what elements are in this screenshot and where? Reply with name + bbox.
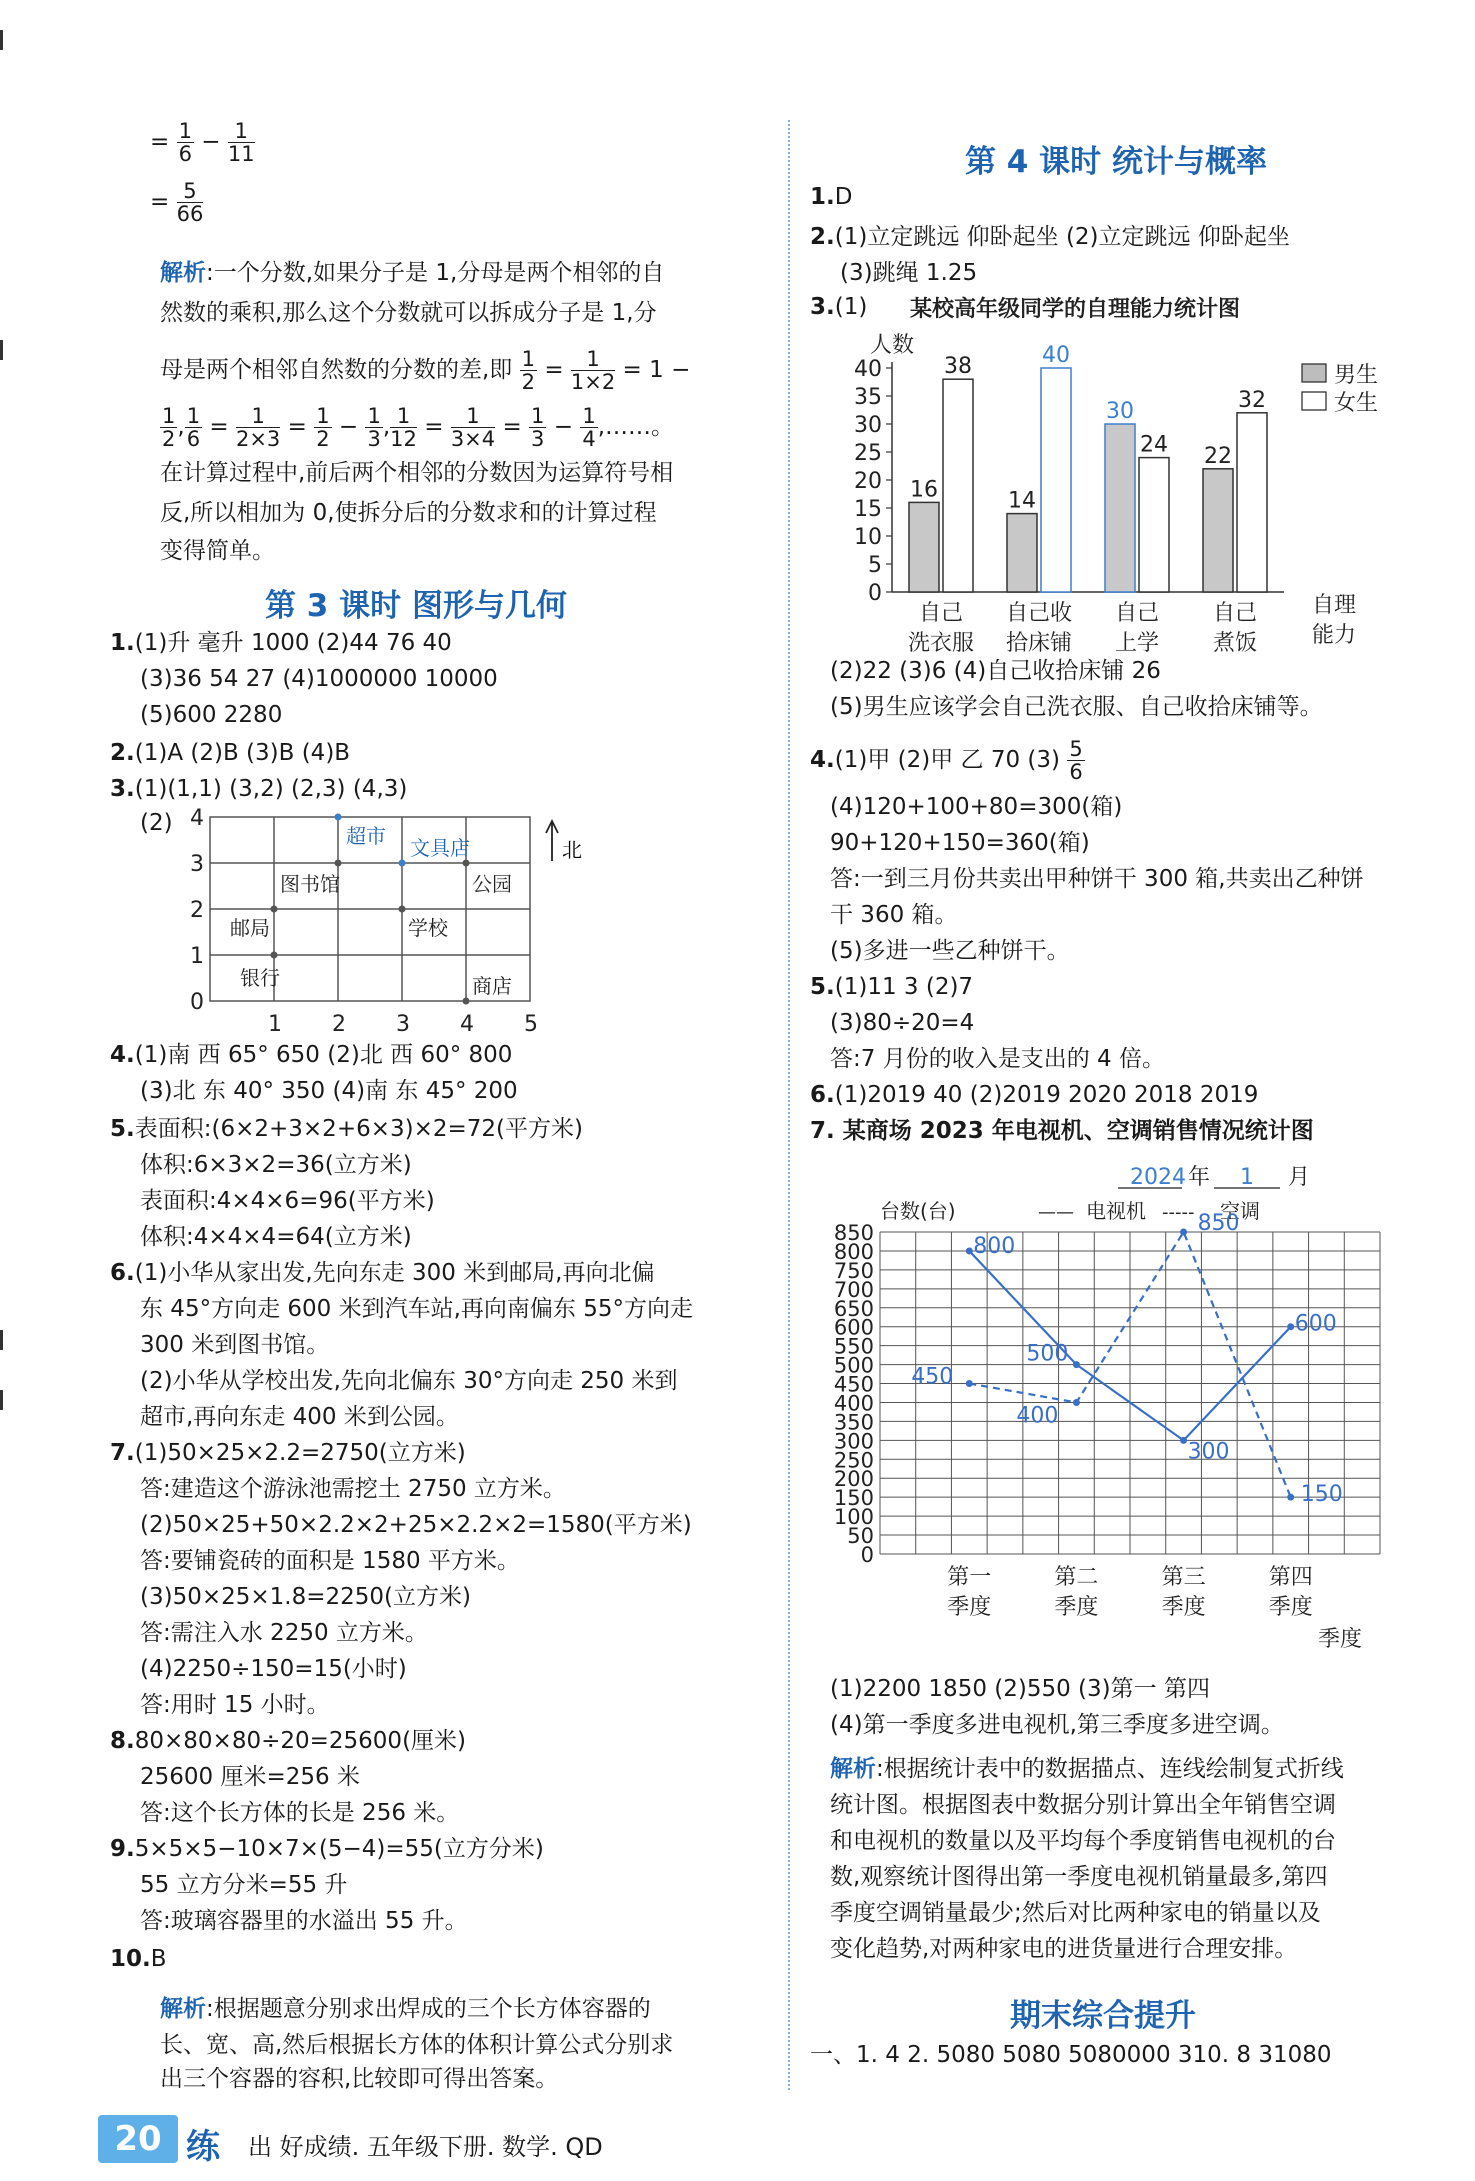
bar-boys bbox=[1007, 514, 1037, 592]
line-chart-month: 1 bbox=[1240, 1165, 1254, 1190]
bar-data-label: 14 bbox=[1008, 488, 1036, 514]
r-analysis-line-2: 统计图。根据图表中数据分别计算出全年销售空调 bbox=[830, 1792, 1336, 1818]
bar-category-label: 自己 bbox=[918, 601, 964, 626]
q3-part2-label: (2) bbox=[140, 810, 173, 836]
margin-mark bbox=[0, 1390, 3, 1410]
q9-line-2: 55 立方分米=55 升 bbox=[140, 1872, 348, 1898]
line-chart-year-suffix: 年 bbox=[1188, 1165, 1211, 1190]
line-data-label: 450 bbox=[911, 1364, 954, 1390]
line-chart-y-tick: 0 bbox=[860, 1543, 874, 1567]
bar-category-label: 洗衣服 bbox=[907, 631, 975, 656]
line-chart-y-tick: 800 bbox=[833, 1239, 874, 1264]
grid-y-tick: 4 bbox=[190, 806, 204, 831]
line-chart-y-tick: 700 bbox=[833, 1277, 874, 1302]
bar-chart-y-tick: 10 bbox=[854, 525, 882, 550]
bar-chart-y-tick: 0 bbox=[868, 581, 882, 606]
r-q4-line-1: 4.(1)甲 (2)甲 乙 70 (3) $\frac{5}{6}$ bbox=[810, 737, 1083, 785]
grid-label-bank: 银行 bbox=[240, 966, 280, 990]
r-q5-line-1: 5.(1)11 3 (2)7 bbox=[810, 974, 974, 1000]
line-chart-y-tick: 500 bbox=[833, 1353, 874, 1378]
grid-x-tick: 3 bbox=[396, 1012, 410, 1037]
line-point bbox=[1073, 1361, 1080, 1368]
bar-data-label: 22 bbox=[1204, 443, 1232, 469]
r-q7-after-2: (4)第一季度多进电视机,第三季度多进空调。 bbox=[830, 1712, 1284, 1738]
lesson4-title: 第 4 课时 统计与概率 bbox=[965, 144, 1267, 180]
bar-data-label: 38 bbox=[944, 354, 972, 380]
bar-category-label: 自己 bbox=[1212, 601, 1258, 626]
column-divider bbox=[788, 120, 790, 2090]
bar-girls bbox=[1139, 458, 1169, 592]
grid-x-tick: 2 bbox=[332, 1012, 346, 1037]
grid-x-tick: 1 bbox=[268, 1012, 282, 1037]
north-label: 北 bbox=[562, 838, 582, 862]
r-analysis-line-5: 季度空调销量最少;然后对比两种家电的销量以及 bbox=[830, 1900, 1321, 1926]
r-q7-title: 7. 某商场 2023 年电视机、空调销售情况统计图 bbox=[810, 1118, 1314, 1144]
line-category-label: 第三 bbox=[1161, 1565, 1206, 1590]
line-data-label: 600 bbox=[1294, 1311, 1337, 1337]
grid-label-park: 公园 bbox=[472, 872, 512, 896]
line-point bbox=[966, 1247, 973, 1254]
bar-chart-xlabel-line1: 自理 bbox=[1312, 593, 1357, 618]
page-number: 20 bbox=[98, 2115, 178, 2163]
r-q3-label: 3.(1) bbox=[810, 294, 868, 320]
r-analysis-line-6: 变化趋势,对两种家电的进货量进行合理安排。 bbox=[830, 1936, 1298, 1962]
line-point bbox=[1180, 1229, 1187, 1236]
r-analysis-line-3: 和电视机的数量以及平均每个季度销售电视机的台 bbox=[830, 1828, 1336, 1854]
footer-text: 出 好成绩. 五年级下册. 数学. QD bbox=[248, 2133, 603, 2161]
q4-line-1: 4.(1)南 西 65° 650 (2)北 西 60° 800 bbox=[110, 1042, 513, 1068]
bar-data-label: 24 bbox=[1140, 432, 1168, 458]
bar-chart-y-tick: 30 bbox=[854, 413, 882, 438]
line-data-label: 300 bbox=[1187, 1439, 1230, 1465]
equation-line-2: = $\frac{5}{66}$ bbox=[150, 179, 204, 227]
r-q1: 1.D bbox=[810, 184, 853, 210]
r-q6: 6.(1)2019 40 (2)2019 2020 2018 2019 bbox=[810, 1082, 1259, 1108]
legend-swatch-boys bbox=[1302, 364, 1326, 382]
q5-line-1: 5.表面积:(6×2+3×2+6×3)×2=72(平方米) bbox=[110, 1116, 583, 1142]
bar-category-label: 上学 bbox=[1114, 631, 1160, 656]
bar-chart-y-tick: 20 bbox=[854, 469, 882, 494]
q7-line-4: 答:要铺瓷砖的面积是 1580 平方米。 bbox=[140, 1548, 520, 1574]
line-data-label: 150 bbox=[1300, 1482, 1343, 1508]
q1-line-3: (5)600 2280 bbox=[140, 702, 283, 728]
line-chart-ylabel: 台数(台) bbox=[880, 1199, 956, 1223]
analysis-1-line-6: 变得简单。 bbox=[160, 538, 275, 564]
bar-data-label: 16 bbox=[910, 477, 938, 503]
bar-category-label: 自己收 bbox=[1005, 601, 1073, 626]
r-analysis-line-4: 数,观察统计图得出第一季度电视机销量最多,第四 bbox=[830, 1864, 1328, 1890]
q5-line-4: 体积:4×4×4=64(立方米) bbox=[140, 1224, 412, 1250]
bar-boys bbox=[1105, 424, 1135, 592]
line-category-label: 第一 bbox=[947, 1565, 992, 1590]
grid-x-tick: 5 bbox=[524, 1012, 538, 1037]
q6-line-5: 超市,再向东走 400 米到公园。 bbox=[140, 1404, 459, 1430]
q6-line-3: 300 米到图书馆。 bbox=[140, 1332, 330, 1358]
r-q4-line-5: 干 360 箱。 bbox=[830, 902, 958, 928]
r-q3-after-1: (2)22 (3)6 (4)自己收拾床铺 26 bbox=[830, 658, 1161, 684]
q6-line-2: 东 45°方向走 600 米到汽车站,再向南偏东 55°方向走 bbox=[140, 1296, 693, 1322]
q3: 3.(1)(1,1) (3,2) (2,3) (4,3) bbox=[110, 776, 408, 802]
legend-ac: 空调 bbox=[1220, 1199, 1260, 1223]
self-care-bar-chart bbox=[810, 286, 1450, 656]
line-category-label: 第二 bbox=[1054, 1565, 1099, 1590]
line-category-label: 季度 bbox=[947, 1595, 992, 1620]
line-chart-y-tick: 650 bbox=[833, 1296, 874, 1321]
grid-label-library: 图书馆 bbox=[280, 872, 340, 896]
north-arrow-icon bbox=[546, 821, 558, 861]
r-q4-line-3: 90+120+150=360(箱) bbox=[830, 830, 1090, 856]
bar-category-label: 煮饭 bbox=[1212, 631, 1258, 656]
lesson3-title: 第 3 课时 图形与几何 bbox=[265, 588, 567, 624]
grid-y-tick: 0 bbox=[190, 990, 204, 1015]
equation-line-1: = $\frac{1}{6}$ − $\frac{1}{11}$ bbox=[150, 119, 255, 167]
legend-swatch-girls bbox=[1302, 392, 1326, 410]
grid-label-supermarket: 超市 bbox=[346, 824, 386, 848]
q7-line-6: 答:需注入水 2250 立方米。 bbox=[140, 1620, 428, 1646]
analysis-1-line-3: 母是两个相邻自然数的分数的差,即 $\frac{1}{2}$ = $\frac{1}{1\times 2}$ = 1 − bbox=[160, 347, 691, 395]
line-data-label: 850 bbox=[1197, 1211, 1240, 1236]
grid-y-tick: 1 bbox=[190, 944, 204, 969]
grid-x-tick: 4 bbox=[460, 1012, 474, 1037]
analysis-1-line-1: 解析:一个分数,如果分子是 1,分母是两个相邻的自 bbox=[160, 260, 665, 286]
line-chart-y-tick: 50 bbox=[847, 1524, 874, 1549]
q1-line-1: 1.(1)升 毫升 1000 (2)44 76 40 bbox=[110, 630, 452, 656]
r-q4-line-4: 答:一到三月份共卖出甲种饼干 300 箱,共卖出乙种饼 bbox=[830, 866, 1364, 892]
q1-line-2: (3)36 54 27 (4)1000000 10000 bbox=[140, 666, 498, 692]
margin-mark bbox=[0, 1330, 3, 1350]
bar-chart-title: 某校高年级同学的自理能力统计图 bbox=[910, 297, 1241, 322]
r-q5-line-3: 答:7 月份的收入是支出的 4 倍。 bbox=[830, 1046, 1165, 1072]
r-q5-line-2: (3)80÷20=4 bbox=[830, 1010, 975, 1036]
q2: 2.(1)A (2)B (3)B (4)B bbox=[110, 740, 351, 766]
final-review-title: 期末综合提升 bbox=[1010, 1998, 1196, 2034]
r-q2-line-2: (3)跳绳 1.25 bbox=[840, 260, 978, 286]
legend-solid-line: —— bbox=[1038, 1202, 1074, 1223]
q10: 10.B bbox=[110, 1946, 167, 1972]
line-chart-y-tick: 600 bbox=[833, 1315, 874, 1340]
q5-line-3: 表面积:4×4×6=96(平方米) bbox=[140, 1188, 435, 1214]
line-chart-y-tick: 300 bbox=[833, 1429, 874, 1454]
legend-tv: 电视机 bbox=[1086, 1199, 1146, 1223]
line-chart-y-tick: 100 bbox=[833, 1505, 874, 1530]
line-chart-year: 2024 bbox=[1130, 1165, 1186, 1190]
grid-label-school: 学校 bbox=[408, 916, 448, 940]
line-chart-y-tick: 750 bbox=[833, 1258, 874, 1283]
line-point bbox=[1287, 1323, 1294, 1330]
line-point bbox=[1073, 1399, 1080, 1406]
line-point bbox=[1287, 1494, 1294, 1501]
line-chart-y-tick: 350 bbox=[833, 1410, 874, 1435]
grid-label-shop: 商店 bbox=[472, 974, 512, 998]
q6-line-4: (2)小华从学校出发,先向北偏东 30°方向走 250 米到 bbox=[140, 1368, 678, 1394]
bar-data-label: 32 bbox=[1238, 387, 1266, 413]
q7-line-1: 7.(1)50×25×2.2=2750(立方米) bbox=[110, 1440, 466, 1466]
analysis-2-line-3: 出三个容器的容积,比较即可得出答案。 bbox=[160, 2066, 559, 2092]
bar-boys bbox=[1203, 469, 1233, 592]
line-chart-y-tick: 400 bbox=[833, 1391, 874, 1416]
analysis-2-line-1: 解析:根据题意分别求出焊成的三个长方体容器的 bbox=[160, 1996, 651, 2022]
bar-chart-y-tick: 40 bbox=[854, 357, 882, 382]
brand-logo: 练 bbox=[186, 2127, 220, 2167]
q7-line-8: 答:用时 15 小时。 bbox=[140, 1692, 330, 1718]
legend-girls: 女生 bbox=[1334, 391, 1379, 416]
line-category-label: 季度 bbox=[1268, 1595, 1313, 1620]
line-data-label: 400 bbox=[1016, 1403, 1059, 1429]
analysis-1-line-2: 然数的乘积,那么这个分数就可以拆成分子是 1,分 bbox=[160, 300, 657, 326]
q8-line-3: 答:这个长方体的长是 256 米。 bbox=[140, 1800, 460, 1826]
line-chart-month-suffix: 月 bbox=[1288, 1165, 1311, 1190]
bar-girls bbox=[1041, 368, 1071, 592]
bar-chart-y-tick: 35 bbox=[854, 385, 882, 410]
margin-mark bbox=[0, 340, 3, 360]
bar-chart-y-tick: 15 bbox=[854, 497, 882, 522]
r-q2-line-1: 2.(1)立定跳远 仰卧起坐 (2)立定跳远 仰卧起坐 bbox=[810, 224, 1290, 250]
analysis-1-formula: $\frac{1}{2}$ , $\frac{1}{6}$ = $\frac{1}{2\times 3}$ = $\frac{1}{2}$ − $\frac{1}{3}$ , $\frac{1}{12}$ = $\frac{1}{3\times 4}$ = $\frac{1}{3}$ − $\frac{1}{4}$ ,……。 bbox=[162, 404, 675, 452]
line-category-label: 季度 bbox=[1054, 1595, 1099, 1620]
q7-line-3: (2)50×25+50×2.2×2+25×2.2×2=1580(平方米) bbox=[140, 1512, 692, 1538]
line-chart-y-tick: 550 bbox=[833, 1334, 874, 1359]
legend-boys: 男生 bbox=[1334, 363, 1379, 388]
r-q4-line-2: (4)120+100+80=300(箱) bbox=[830, 794, 1123, 820]
line-chart-xlabel: 季度 bbox=[1318, 1627, 1363, 1652]
bar-girls bbox=[943, 379, 973, 592]
line-chart-y-tick: 200 bbox=[833, 1467, 874, 1492]
bar-chart-y-tick: 25 bbox=[854, 441, 882, 466]
bar-category-label: 拾床铺 bbox=[1005, 631, 1073, 656]
line-chart-y-tick: 450 bbox=[833, 1372, 874, 1397]
sales-line-chart bbox=[810, 1152, 1450, 1672]
line-chart-y-tick: 250 bbox=[833, 1448, 874, 1473]
grid-y-tick: 2 bbox=[190, 898, 204, 923]
line-data-label: 800 bbox=[973, 1233, 1016, 1259]
legend-dashed-line: ----- bbox=[1162, 1202, 1195, 1223]
line-chart-y-tick: 150 bbox=[833, 1486, 874, 1511]
bar-boys bbox=[909, 502, 939, 592]
q4-line-2: (3)北 东 40° 350 (4)南 东 45° 200 bbox=[140, 1078, 518, 1104]
r-q7-after-1: (1)2200 1850 (2)550 (3)第一 第四 bbox=[830, 1676, 1210, 1702]
r-q3-after-2: (5)男生应该学会自己洗衣服、自己收拾床铺等。 bbox=[830, 694, 1323, 720]
line-chart-y-tick: 850 bbox=[833, 1221, 874, 1245]
q5-line-2: 体积:6×3×2=36(立方米) bbox=[140, 1152, 412, 1178]
q6-line-1: 6.(1)小华从家出发,先向东走 300 米到邮局,再向北偏 bbox=[110, 1260, 655, 1286]
bar-girls bbox=[1237, 413, 1267, 592]
bar-data-label: 30 bbox=[1106, 399, 1134, 424]
q7-line-2: 答:建造这个游泳池需挖土 2750 立方米。 bbox=[140, 1476, 566, 1502]
analysis-1-line-5: 反,所以相加为 0,使拆分后的分数求和的计算过程 bbox=[160, 500, 657, 526]
bar-chart-y-tick: 5 bbox=[868, 553, 882, 578]
analysis-2-line-2: 长、宽、高,然后根据长方体的体积计算公式分别求 bbox=[160, 2032, 674, 2058]
line-category-label: 第四 bbox=[1268, 1565, 1313, 1590]
line-point bbox=[966, 1380, 973, 1387]
position-grid-map bbox=[170, 805, 710, 1045]
grid-label-stationery: 文具店 bbox=[410, 836, 470, 860]
analysis-1-line-4: 在计算过程中,前后两个相邻的分数因为运算符号相 bbox=[160, 460, 674, 486]
grid-label-post: 邮局 bbox=[230, 916, 270, 940]
q8-line-1: 8.80×80×80÷20=25600(厘米) bbox=[110, 1728, 467, 1754]
bar-chart-xlabel-line2: 能力 bbox=[1312, 623, 1357, 648]
line-data-label: 500 bbox=[1026, 1341, 1069, 1367]
bar-chart-ylabel: 人数 bbox=[870, 333, 915, 358]
line-category-label: 季度 bbox=[1161, 1595, 1206, 1620]
line-point bbox=[1180, 1437, 1187, 1444]
bar-category-label: 自己 bbox=[1114, 601, 1160, 626]
r-q4-line-6: (5)多进一些乙种饼干。 bbox=[830, 938, 1070, 964]
q7-line-5: (3)50×25×1.8=2250(立方米) bbox=[140, 1584, 471, 1610]
margin-mark bbox=[0, 30, 3, 50]
q8-line-2: 25600 厘米=256 米 bbox=[140, 1764, 360, 1790]
q9-line-1: 9.5×5×5−10×7×(5−4)=55(立方分米) bbox=[110, 1836, 544, 1862]
q7-line-7: (4)2250÷150=15(小时) bbox=[140, 1656, 407, 1682]
grid-y-tick: 3 bbox=[190, 852, 204, 877]
final-review-line: 一、1. 4 2. 5080 5080 5080000 310. 8 31080 bbox=[810, 2042, 1332, 2068]
q9-line-3: 答:玻璃容器里的水溢出 55 升。 bbox=[140, 1908, 468, 1934]
bar-data-label: 40 bbox=[1042, 343, 1070, 368]
r-analysis-line-1: 解析:根据统计表中的数据描点、连线绘制复式折线 bbox=[830, 1756, 1344, 1782]
